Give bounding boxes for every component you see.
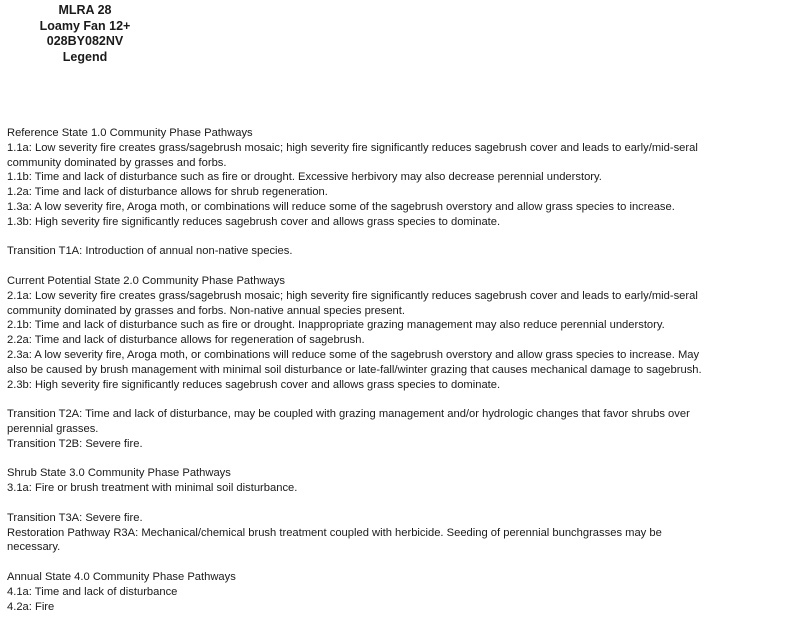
pathway-line: 2.2a: Time and lack of disturbance allows for regeneration of sagebrush.: [7, 334, 365, 347]
mlra-label: MLRA 28: [58, 3, 112, 17]
site-name: Loamy Fan 12+: [39, 18, 131, 33]
pathway-line: 4.1a: Time and lack of disturbance: [7, 585, 178, 598]
section-title-reference: Reference State 1.0 Community Phase Pathways: [7, 127, 253, 139]
pathway-line: 2.3a: A low severity fire, Aroga moth, or combinations will reduce some of the sagebrush overstory and allow grass species to increase. May: [7, 348, 700, 361]
transition-line: perennial grasses.: [7, 422, 99, 435]
transition-line: Transition T3A: Severe fire.: [7, 511, 143, 524]
pathway-line: 4.2a: Fire: [7, 600, 55, 613]
pathway-line: 1.1b: Time and lack of disturbance such as fire or drought. Excessive herbivory may also decrease perennial understory.: [7, 171, 602, 184]
pathway-line: 1.3a: A low severity fire, Aroga moth, or combinations will reduce some of the sagebrush overstory and allow grass species to increase.: [7, 200, 675, 213]
site-id: 028BY082NV: [46, 34, 124, 48]
legend-title: Legend: [62, 49, 108, 64]
spacer: [7, 555, 793, 570]
legend-body: [7, 126, 793, 614]
legend-header: [30, 3, 140, 65]
pathway-line: 1.1a: Low severity fire creates grass/sagebrush mosaic; high severity fire significantly reduces sagebrush cover and leads to early/mid-seral: [7, 141, 698, 154]
pathway-line: 1.2a: Time and lack of disturbance allows for shrub regeneration.: [7, 186, 328, 199]
spacer: [7, 259, 793, 274]
pathway-line: 2.1a: Low severity fire creates grass/sagebrush mosaic; high severity fire significantly reduces sagebrush cover and leads to early/mid-seral: [7, 289, 698, 302]
spacer: [7, 392, 793, 407]
pathway-line: community dominated by grasses and forbs. Non-native annual species present.: [7, 304, 405, 317]
transition-line: Transition T2B: Severe fire.: [7, 437, 143, 450]
pathway-line: also be caused by brush management with minimal soil disturbance or late-fall/winter grazing that causes mechanical damage to sagebrush.: [7, 363, 702, 376]
section-title-current: Current Potential State 2.0 Community Phase Pathways: [7, 274, 285, 287]
section-title-shrub: Shrub State 3.0 Community Phase Pathways: [7, 467, 231, 480]
pathway-line: 3.1a: Fire or brush treatment with minimal soil disturbance.: [7, 482, 298, 495]
spacer: [7, 496, 793, 511]
spacer: [7, 452, 793, 467]
pathway-line: 2.1b: Time and lack of disturbance such as fire or drought. Inappropriate grazing management may also reduce perennial understory.: [7, 319, 665, 332]
transition-line: necessary.: [7, 541, 61, 554]
section-title-annual: Annual State 4.0 Community Phase Pathways: [7, 570, 236, 583]
spacer: [7, 230, 793, 245]
pathway-line: 2.3b: High severity fire significantly reduces sagebrush cover and allows grass species to dominate.: [7, 378, 501, 391]
pathway-line: community dominated by grasses and forbs.: [7, 156, 227, 169]
transition-line: Transition T2A: Time and lack of disturbance, may be coupled with grazing management and/or hydrologic changes that favor shrubs over: [7, 408, 690, 421]
transition-line: Restoration Pathway R3A: Mechanical/chemical brush treatment coupled with herbicide. Seeding of perennial bunchgrasses may be: [7, 526, 662, 539]
pathway-line: 1.3b: High severity fire significantly reduces sagebrush cover and allows grass species to dominate.: [7, 215, 501, 228]
transition-line: Transition T1A: Introduction of annual non-native species.: [7, 245, 293, 258]
